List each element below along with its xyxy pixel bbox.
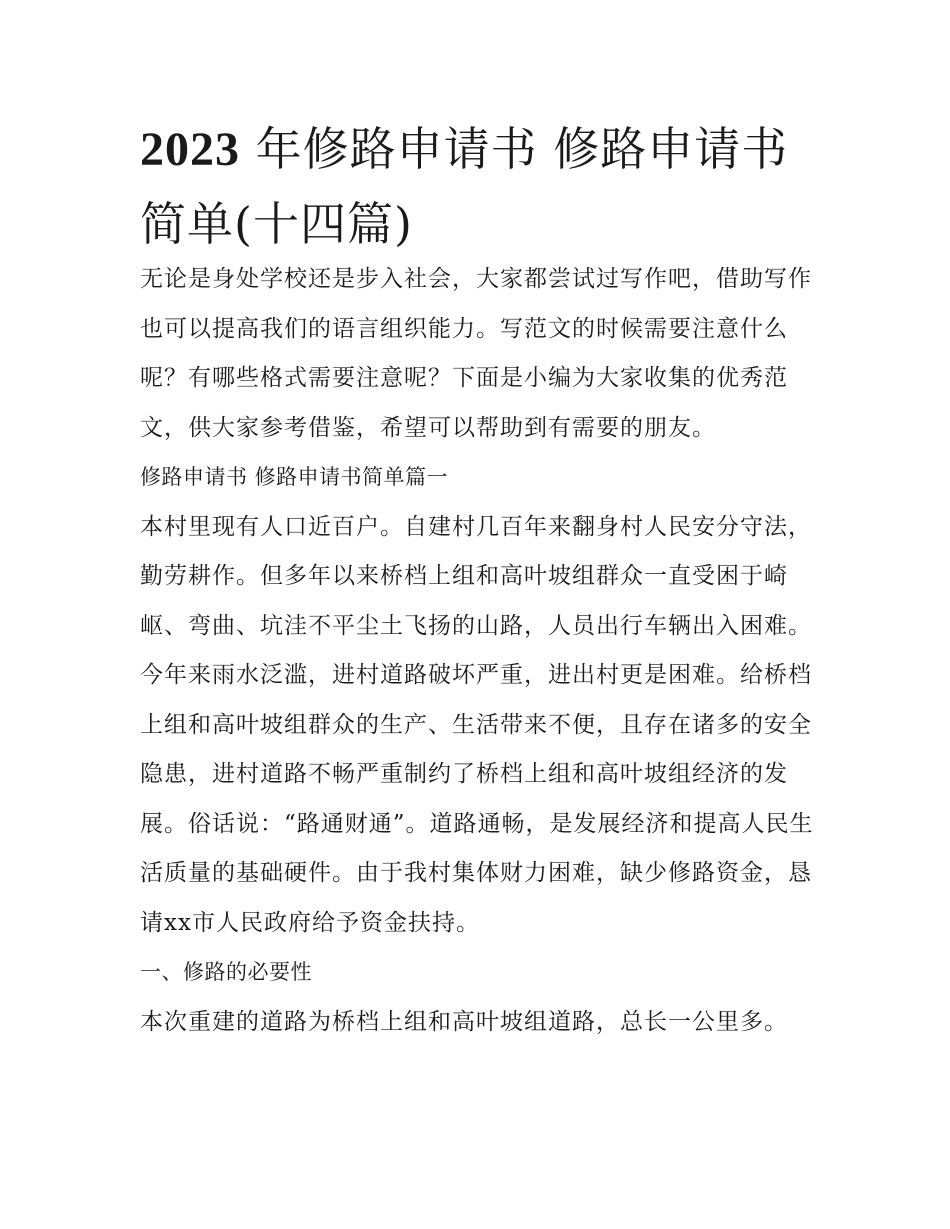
intro-paragraph: 无论是身处学校还是步入社会，大家都尝试过写作吧，借助写作也可以提高我们的语言组织能力。写范文的时候需要注意什么呢？有哪些格式需要注意呢？下面是小编为大家收集的优秀范文，供大家参考借鉴，希望可以帮助到有需要的朋友。	[140, 266, 812, 441]
section-heading-2: 一、修路的必要性	[140, 960, 312, 984]
body-paragraph: 本村里现有人口近百户。自建村几百年来翻身村人民安分守法，勤劳耕作。但多年以来桥档上组和高叶坡组群众一直受困于崎岖、弯曲、坑洼不平尘土飞扬的山路，人员出行车辆出入困难。今年来雨水泛滥，进村道路破坏严重，进出村更是困难。给桥档上组和高叶坡组群众的生产、生活带来不便，且存在诸多的安全隐患，进村道路不畅严重制约了桥档上组和高叶坡组经济的发展。俗话说：“路通财通”。道路通畅，是发展经济和提高人民生活质量的基础硬件。由于我村集体财力困难，缺少修路资金，恳请xx市人民政府给予资金扶持。	[140, 513, 814, 936]
document-title	[140, 112, 820, 261]
body-paragraph-2: 本次重建的道路为桥档上组和高叶坡组道路，总长一公里多。	[140, 1008, 788, 1035]
section-heading-1: 修路申请书 修路申请书简单篇一	[140, 465, 449, 489]
document-body	[140, 255, 820, 1047]
title-year: 2023	[140, 123, 240, 176]
title-text: 年修路申请书 修路申请书简单(十四篇)	[140, 122, 789, 251]
